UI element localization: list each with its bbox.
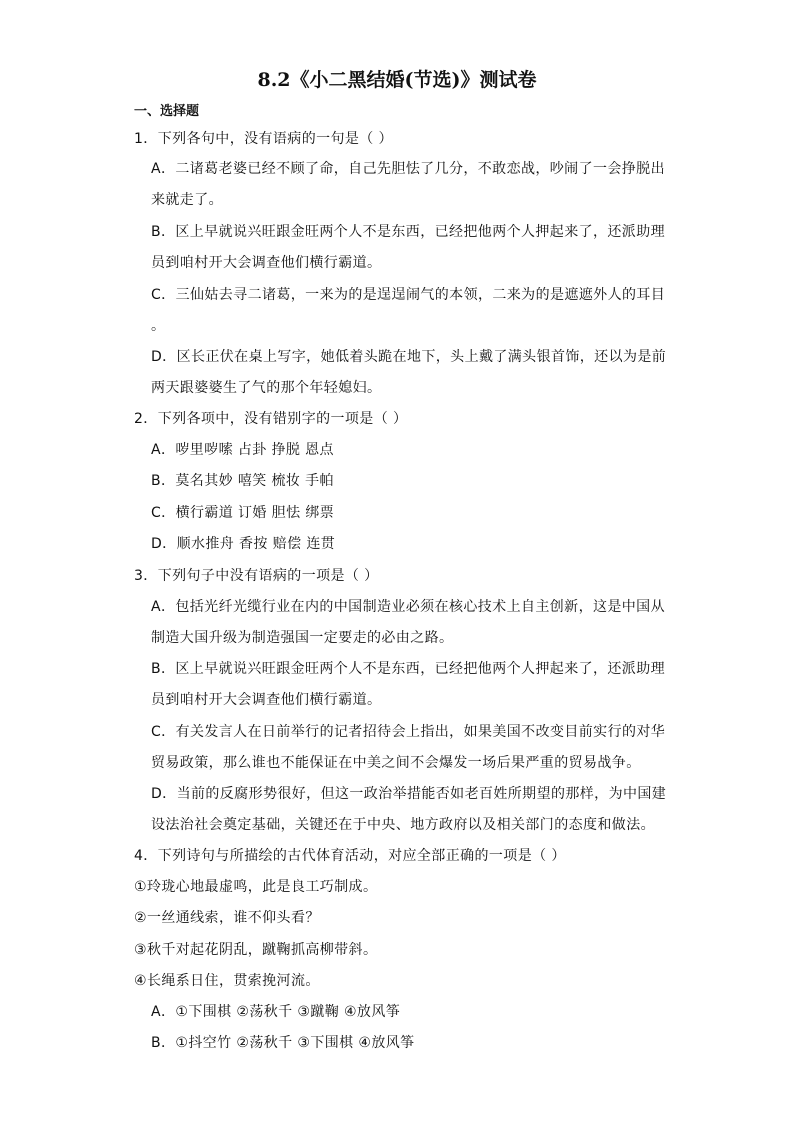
section-heading: 一、选择题 [134, 104, 200, 119]
question-3-option-a-cont: 制造大国升级为制造强国一定要走的必由之路。 [151, 630, 454, 646]
question-4-stem: 4．下列诗句与所描绘的古代体育活动，对应全部正确的一项是（ ） [134, 848, 566, 864]
question-3-option-b: B．区上早就说兴旺跟金旺两个人不是东西，已经把他两个人押起来了，还派助理 [151, 661, 666, 677]
question-2-stem: 2．下列各项中，没有错别字的一项是（ ） [134, 411, 408, 427]
question-3-option-c: C．有关发言人在日前举行的记者招待会上指出，如果美国不改变目前实行的对华 [151, 724, 666, 740]
question-3-option-d-cont: 设法治社会奠定基础，关键还在于中央、地方政府以及相关部门的态度和做法。 [151, 817, 655, 833]
question-3-option-c-cont: 贸易政策，那么谁也不能保证在中美之间不会爆发一场后果严重的贸易战争。 [151, 755, 641, 771]
question-1-option-c: C．三仙姑去寻二诸葛，一来为的是逞逞闹气的本领，二来为的是遮遮外人的耳目 [151, 287, 666, 303]
question-1-option-b-cont: 员到咱村开大会调查他们横行霸道。 [151, 255, 382, 271]
question-2-option-d: D．顺水推舟 香按 赔偿 连贯 [151, 536, 336, 552]
question-4-poem-4: ④长绳系日住，贯索挽河流。 [134, 973, 320, 989]
question-2-option-a: A．哕里哕嗦 占卦 挣脱 恩点 [151, 442, 334, 458]
question-4-option-b: B．①抖空竹 ②荡秋千 ③下围棋 ④放风筝 [151, 1035, 415, 1051]
question-1-option-b: B．区上早就说兴旺跟金旺两个人不是东西，已经把他两个人押起来了，还派助理 [151, 224, 666, 240]
page-title: 8.2《小二黑结婚(节选)》测试卷 [257, 69, 537, 91]
question-1-stem: 1．下列各句中，没有语病的一句是（ ） [134, 131, 393, 147]
question-4-poem-1: ①玲珑心地最虚鸣，此是良工巧制成。 [134, 879, 378, 895]
question-1-option-c-cont: 。 [151, 318, 166, 334]
question-1-option-d: D．区长正伏在桌上写字，她低着头跪在地下，头上戴了满头银首饰，还以为是前 [151, 349, 667, 365]
question-2-option-c: C．横行霸道 订婚 胆怯 绑票 [151, 505, 335, 521]
question-1-option-a: A．二诸葛老婆已经不顾了命，自己先胆怯了几分，不敢恋战，吵闹了一会挣脱出 [151, 161, 665, 177]
question-1-option-d-cont: 两天跟婆婆生了气的那个年轻媳妇。 [151, 380, 382, 396]
question-4-poem-3: ③秋千对起花阴乱，蹴鞠抓高柳带斜。 [134, 942, 378, 958]
question-3-option-a: A．包括光纤光缆行业在内的中国制造业必须在核心技术上自主创新，这是中国从 [151, 599, 665, 615]
question-4-poem-2: ②一丝通线索，谁不仰头看？ [134, 910, 320, 926]
question-2-option-b: B．莫名其妙 嘻笑 梳妆 手帕 [151, 473, 334, 489]
question-1-option-a-cont: 来就走了。 [151, 192, 223, 208]
question-3-stem: 3．下列句子中没有语病的一项是（ ） [134, 568, 379, 584]
question-3-option-b-cont: 员到咱村开大会调查他们横行霸道。 [151, 692, 382, 708]
question-4-option-a: A．①下围棋 ②荡秋千 ③蹴鞠 ④放风筝 [151, 1004, 401, 1020]
question-3-option-d: D．当前的反腐形势很好，但这一政治举措能否如老百姓所期望的那样，为中国建 [151, 786, 667, 802]
